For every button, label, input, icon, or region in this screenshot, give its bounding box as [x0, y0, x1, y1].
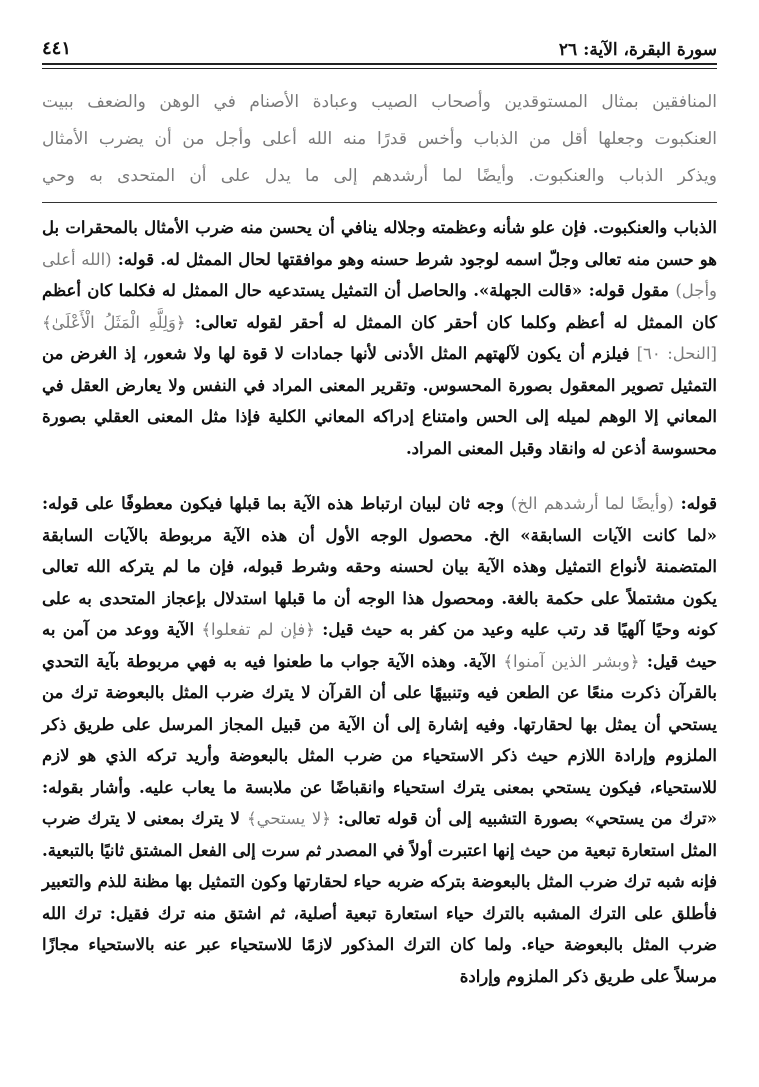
surah-title: سورة البقرة، الآية: ٢٦ [558, 40, 717, 60]
header-rule [42, 63, 717, 69]
matn-line: المنافقين بمثال المستوقدين وأصحاب الصيب وعبادة الأصنام في الوهن والضعف ببيت [42, 92, 717, 112]
commentary-block [42, 212, 717, 992]
text-run: وجه ثان لبيان ارتباط هذه الآية بما قبلها فيكون معطوفًا على قوله: «لما كانت الآيات السابقة» الخ. محصول الوجه الأول أن هذه الآية مربوطة بالآيات السابقة المتضمنة لأنواع التمثيل وهذه الآية بيان لحسنه وحقه وشرط قبوله، فإن ما لم يتركه الله تعالى يكون مشتملاً على حكمة بالغة. ومحصول هذا الوجه أن ما قبلها استدلال بإعجاز المتحدى به على كونه وحيًا آلهيًا قد رتب عليه وعيد من كفر به حيث قيل: [42, 494, 717, 639]
text-run: الآية ووعد من آمن به حيث قيل: [42, 620, 717, 671]
commentary-paragraph [42, 212, 717, 464]
page-number: ٤٤١ [42, 38, 72, 59]
text-run: فيلزم أن يكون لآلهتهم المثل الأدنى لأنها جمادات لا قوة لها ولا شعور، إذ الغرض من التمثيل تصوير المعقول بصورة المحسوس. وتقرير المعنى المراد في النفس ولا يعارض العقل في المعاني إلا الوهم لميله إلى الحس وامتناع إدراكه المعاني الكلية فإذا مثل المعنى العقلي بصورة محسوسة أذعن له وانقاد وقبل المعنى المراد. [42, 344, 717, 458]
page-header [42, 30, 717, 64]
text-run: الآية. وهذه الآية جواب ما طعنوا فيه به فهي مربوطة بآية التحدي بالقرآن ذكرت منعًا عن الطعن فيه وتنبيهًا على أن القرآن لا يترك ضرب المثل بالبعوضة ترك من يستحي أن يمثل بها لحقارتها. وفيه إشارة إلى أن الآية من قبيل المجاز المرسل على طريق ذكر الملزوم وإرادة اللازم حيث ذكر الاستحياء من ضرب المثل بالبعوضة وأريد تركه الذي هو لازم للاستحياء، فيكون يستحي بمعنى يترك استحياء وانقباضًا عن ملابسة ما يعاب عليه. وأشار بقوله: «ترك من يستحي» بصورة التشبيه إلى أن قوله تعالى: [42, 651, 718, 828]
qawluh-label: قوله: [111, 249, 155, 269]
quoted-matn: (وأيضًا لما أرشدهم الخ) [510, 494, 674, 513]
commentary-paragraph [42, 488, 717, 992]
text-run: لا يترك بمعنى لا يترك ضرب المثل استعارة تبعية من حيث إنها اعتبرت أولاً في المصدر ثم سرت إلى الفعل المشتق ثانيًا بالتبعية. فإنه شبه ترك ضرب المثل بالبعوضة بتركه ضربه حياء لحقارتها وكون التمثيل بها مظنة للذم والتعبير فأطلق على الترك المشبه بالترك حياء استعارة تبعية أصلية، ثم اشتق منه ترك فقيل: ترك الله ضرب المثل بالبعوضة حياء. ولما كان الترك المذكور لازمًا للاستحياء عبر عنه بالاستحياء مجازًا مرسلاً على طريق ذكر الملزوم وإرادة [42, 809, 717, 986]
matn-block [42, 84, 717, 195]
separator-rule [42, 202, 717, 203]
quran-quote: ﴿وبشر الذين آمنوا﴾ [503, 651, 640, 671]
qawluh-label: قوله: [673, 494, 717, 513]
quoted-matn: (الله أعلى وأجل) [42, 249, 717, 300]
quran-quote: ﴿فإن لم تفعلوا﴾ [201, 620, 315, 639]
matn-line: ويذكر الذباب والعنكبوت. وأيضًا لما أرشدهم إلى ما يدل على أن المتحدى به وحي [42, 166, 717, 186]
quran-quote: ﴿وَلِلَّهِ الْمَثَلُ الْأَعْلَىٰ﴾ [النحل: ٦٠] [42, 312, 717, 363]
text-run: الذباب والعنكبوت. فإن علو شأنه وعظمته وجلاله ينافي أن يحسن منه ضرب الأمثال بالمحقرات بل هو حسن منه تعالى وجلّ اسمه لوجود شرط حسنه وهو موافقتها لحال الممثل له. [42, 218, 717, 269]
matn-line: العنكبوت وجعلها أقل من الذباب وأخس قدرًا منه الله أعلى وأجل من أن يضرب الأمثال [42, 129, 717, 149]
text-run: مقول قوله: «قالت الجهلة». والحاصل أن التمثيل يستدعيه حال الممثل له فكلما كان أعظم كان الممثل له أعظم وكلما كان أحقر كان الممثل له أحقر لقوله تعالى: [42, 281, 717, 332]
quran-quote: ﴿لا يستحي﴾ [246, 809, 331, 828]
